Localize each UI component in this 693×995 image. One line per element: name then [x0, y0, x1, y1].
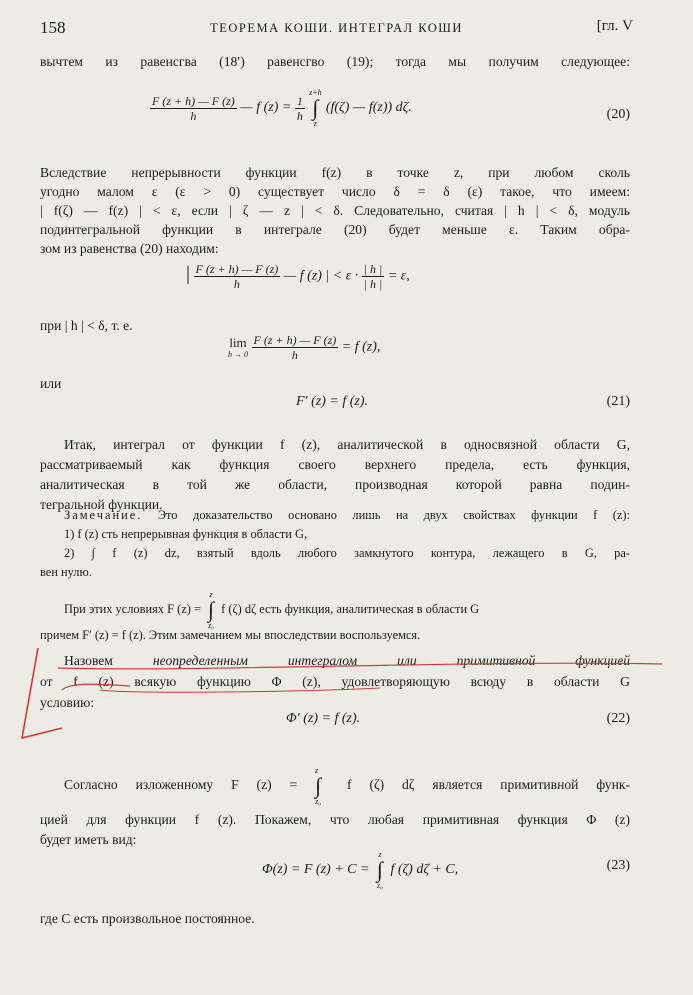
remark-formula-pre: При этих условиях F (z) =	[64, 601, 201, 616]
text-line: вычтем из равенсгва (18′) равенсгво (19); тогда мы получим следующее:	[40, 54, 630, 69]
integral-upper-limit: z	[209, 590, 213, 599]
pen-bracket-mark	[22, 648, 62, 738]
inequality: | $\frac{F (z + h) — F (z)}{h}$ — f (z) | < ε · $\frac{| h |}{| h |}$ = ε,	[186, 262, 410, 291]
text-line: при | h | < δ, т. е.	[40, 318, 133, 333]
ineq-denominator: h	[233, 277, 240, 291]
ineq-frac-num: | h |	[363, 262, 383, 276]
text-line: рассматриваемый как функция своего верхнего предела, есть функция,	[40, 457, 630, 472]
text-line: подинтегральной функции в интеграле (20) будет меньше ε. Таким обра-	[40, 222, 630, 237]
remark-line: 1) f (z) сть непрерывная функция в области G,	[64, 527, 308, 541]
equation-21: F′ (z) = f (z).	[296, 394, 368, 409]
lim-subscript: h → 0	[228, 350, 248, 359]
integral-upper-limit: z	[315, 766, 319, 775]
integral-upper-limit: z	[378, 850, 382, 859]
def-word: Назовем	[64, 653, 113, 668]
text-line: цией для функции f (z). Покажем, что любая примитивная функция Φ (z)	[40, 812, 630, 827]
chapter-marker: [гл. V	[596, 18, 633, 34]
integral-sign: z ∫ z₀	[373, 850, 387, 890]
equation-number: (20)	[606, 107, 630, 122]
remark-formula-post: f (ζ) dζ есть функция, аналитическая в области G	[221, 601, 480, 616]
limit-denominator: h	[291, 348, 298, 362]
integral-lower-limit: z₀	[208, 621, 214, 630]
equation-number: (21)	[606, 394, 630, 409]
text-line: зом из равенства (20) находим:	[40, 241, 219, 256]
limit-rhs: = f (z),	[341, 339, 381, 355]
remark-line: причем F′ (z) = f (z). Этим замечанием мы впоследствии воспользуемся.	[40, 628, 421, 642]
remark-line: 2) ∫ f (z) dz, взятый вдоль любого замкнутого контура, лежащего в G, ра-	[64, 546, 630, 560]
pen-underline-mark	[58, 663, 662, 690]
integral-sign: z ∫ z₀	[204, 590, 218, 630]
text-line: условию:	[40, 695, 95, 710]
eq20-coef-den: h	[296, 108, 303, 123]
eq20-denominator: h	[190, 108, 197, 123]
para7-post: f (ζ) dζ является примитивной функ-	[347, 777, 630, 793]
text-line: Итак, интеграл от функции f (z), аналитической в односвязной области G,	[64, 437, 630, 452]
integral-sign: z ∫ z₀	[315, 766, 329, 806]
def-term-primitive: примитивной функцией	[456, 653, 630, 668]
text-line: угодно малом ε (ε > 0) существует число δ = δ (ε) такое, что имеем:	[40, 184, 630, 199]
integral-lower-limit: z₀	[315, 797, 322, 806]
remark-label: Замечание.	[64, 508, 143, 522]
eq20-integrand: (f(ζ) — f(z)) dζ.	[325, 100, 412, 116]
ineq-rest: — f (z) | < ε ·	[283, 268, 359, 284]
ineq-frac-den: | h |	[363, 277, 383, 291]
running-title: ТЕОРЕМА КОШИ. ИНТЕГРАЛ КОШИ	[210, 21, 463, 35]
ineq-numerator: F (z + h) — F (z)	[195, 262, 279, 276]
integral-lower-limit: z	[313, 119, 317, 128]
text-line: будет иметь вид:	[40, 832, 137, 847]
equation-22: Φ′ (z) = f (z).	[286, 711, 361, 726]
eq20-numerator: F (z + h) — F (z)	[152, 93, 235, 108]
remark-line: вен нулю.	[40, 565, 92, 579]
ineq-end: = ε,	[387, 268, 410, 284]
text-line: или	[40, 376, 62, 391]
def-word-or: или	[397, 653, 417, 668]
integral-lower-limit: z₀	[376, 881, 383, 890]
page-number: 158	[40, 18, 66, 37]
eq23-pre: Φ(z) = F (z) + C =	[262, 862, 370, 878]
equation-number: (23)	[606, 858, 630, 873]
remark-text: Это доказательство основано лишь на двух свойствах функции f (z):	[157, 508, 630, 522]
text-line: | f(ζ) — f(z) | < ε, если | ζ — z | < δ. Следовательно, считая | h | < δ, модуль	[40, 203, 630, 218]
eq20-minus: — f (z) =	[240, 100, 292, 116]
para7-pre: Согласно изложенному F (z) =	[64, 777, 298, 793]
integral-upper-limit: z+h	[309, 88, 322, 97]
def-term-indefinite-integral: неопределенным интегралом	[152, 653, 358, 668]
integral-sign: z+h ∫ z	[309, 88, 322, 128]
text-line: от f (z) всякую функцию Φ (z), удовлетворяющую всюду в области G	[40, 674, 630, 689]
equation-number: (22)	[606, 711, 630, 726]
limit-numerator: F (z + h) — F (z)	[253, 333, 337, 347]
text-line: аналитическая в той же области, производная которой равна подин-	[40, 477, 630, 492]
text-line: тегральной функции.	[40, 497, 163, 512]
eq20-coef-num: 1	[296, 93, 303, 108]
lim-label: lim	[229, 335, 247, 350]
pen-underline-mark	[100, 688, 380, 692]
text-line: где C есть произвольное постоянное.	[40, 911, 255, 926]
eq23-post: f (ζ) dζ + C,	[390, 862, 459, 878]
text-line: Вследствие непрерывности функции f(z) в точке z, при любом сколь	[40, 165, 630, 180]
